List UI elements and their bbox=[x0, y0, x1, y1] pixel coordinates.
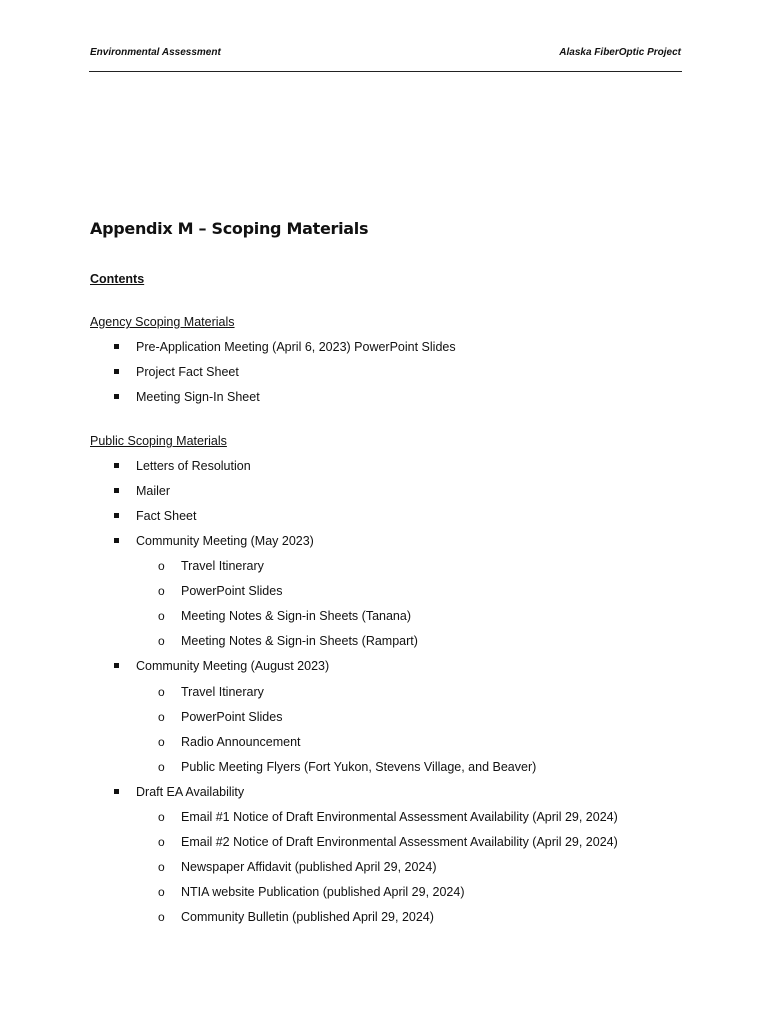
contents-heading: Contents bbox=[90, 272, 145, 286]
list-item: Pre-Application Meeting (April 6, 2023) PowerPoint Slides bbox=[136, 340, 456, 354]
sub-list-item: o Meeting Notes & Sign-in Sheets (Rampart) bbox=[181, 632, 418, 650]
sub-list-item: o Radio Announcement bbox=[181, 733, 301, 751]
list-item: Project Fact Sheet bbox=[136, 365, 239, 379]
sub-list-item: o PowerPoint Slides bbox=[181, 582, 282, 600]
header-rule bbox=[89, 71, 682, 72]
sub-list-item: o Newspaper Affidavit (published April 29, 2024) bbox=[181, 858, 436, 876]
header-left-text: Environmental Assessment bbox=[90, 47, 221, 58]
list-item: Fact Sheet bbox=[136, 509, 197, 523]
list-item: Community Meeting (August 2023) bbox=[136, 659, 330, 673]
section-heading-public: Public Scoping Materials bbox=[90, 434, 227, 448]
sub-list-item: o Community Bulletin (published April 29, 2024) bbox=[181, 908, 434, 926]
appendix-title: Appendix M – Scoping Materials bbox=[90, 219, 369, 238]
header-right-text: Alaska FiberOptic Project bbox=[559, 47, 681, 58]
list-item: Mailer bbox=[136, 484, 171, 498]
list-item: Community Meeting (May 2023) bbox=[136, 534, 314, 548]
section-heading-agency: Agency Scoping Materials bbox=[90, 315, 235, 329]
sub-list-item: o Travel Itinerary bbox=[181, 557, 264, 575]
sub-list-item: o Meeting Notes & Sign-in Sheets (Tanana) bbox=[181, 607, 411, 625]
list-item: Meeting Sign-In Sheet bbox=[136, 390, 260, 404]
sub-list-item: o NTIA website Publication (published April 29, 2024) bbox=[181, 883, 465, 901]
sub-list-item: o Public Meeting Flyers (Fort Yukon, Stevens Village, and Beaver) bbox=[181, 758, 536, 776]
sub-list-item: o Email #2 Notice of Draft Environmental Assessment Availability (April 29, 2024) bbox=[181, 833, 618, 851]
sub-list-item: o PowerPoint Slides bbox=[181, 708, 282, 726]
list-item: Letters of Resolution bbox=[136, 459, 251, 473]
list-item: Draft EA Availability bbox=[136, 785, 245, 799]
sub-list-item: o Email #1 Notice of Draft Environmental Assessment Availability (April 29, 2024) bbox=[181, 808, 618, 826]
sub-list-item: o Travel Itinerary bbox=[181, 683, 264, 701]
